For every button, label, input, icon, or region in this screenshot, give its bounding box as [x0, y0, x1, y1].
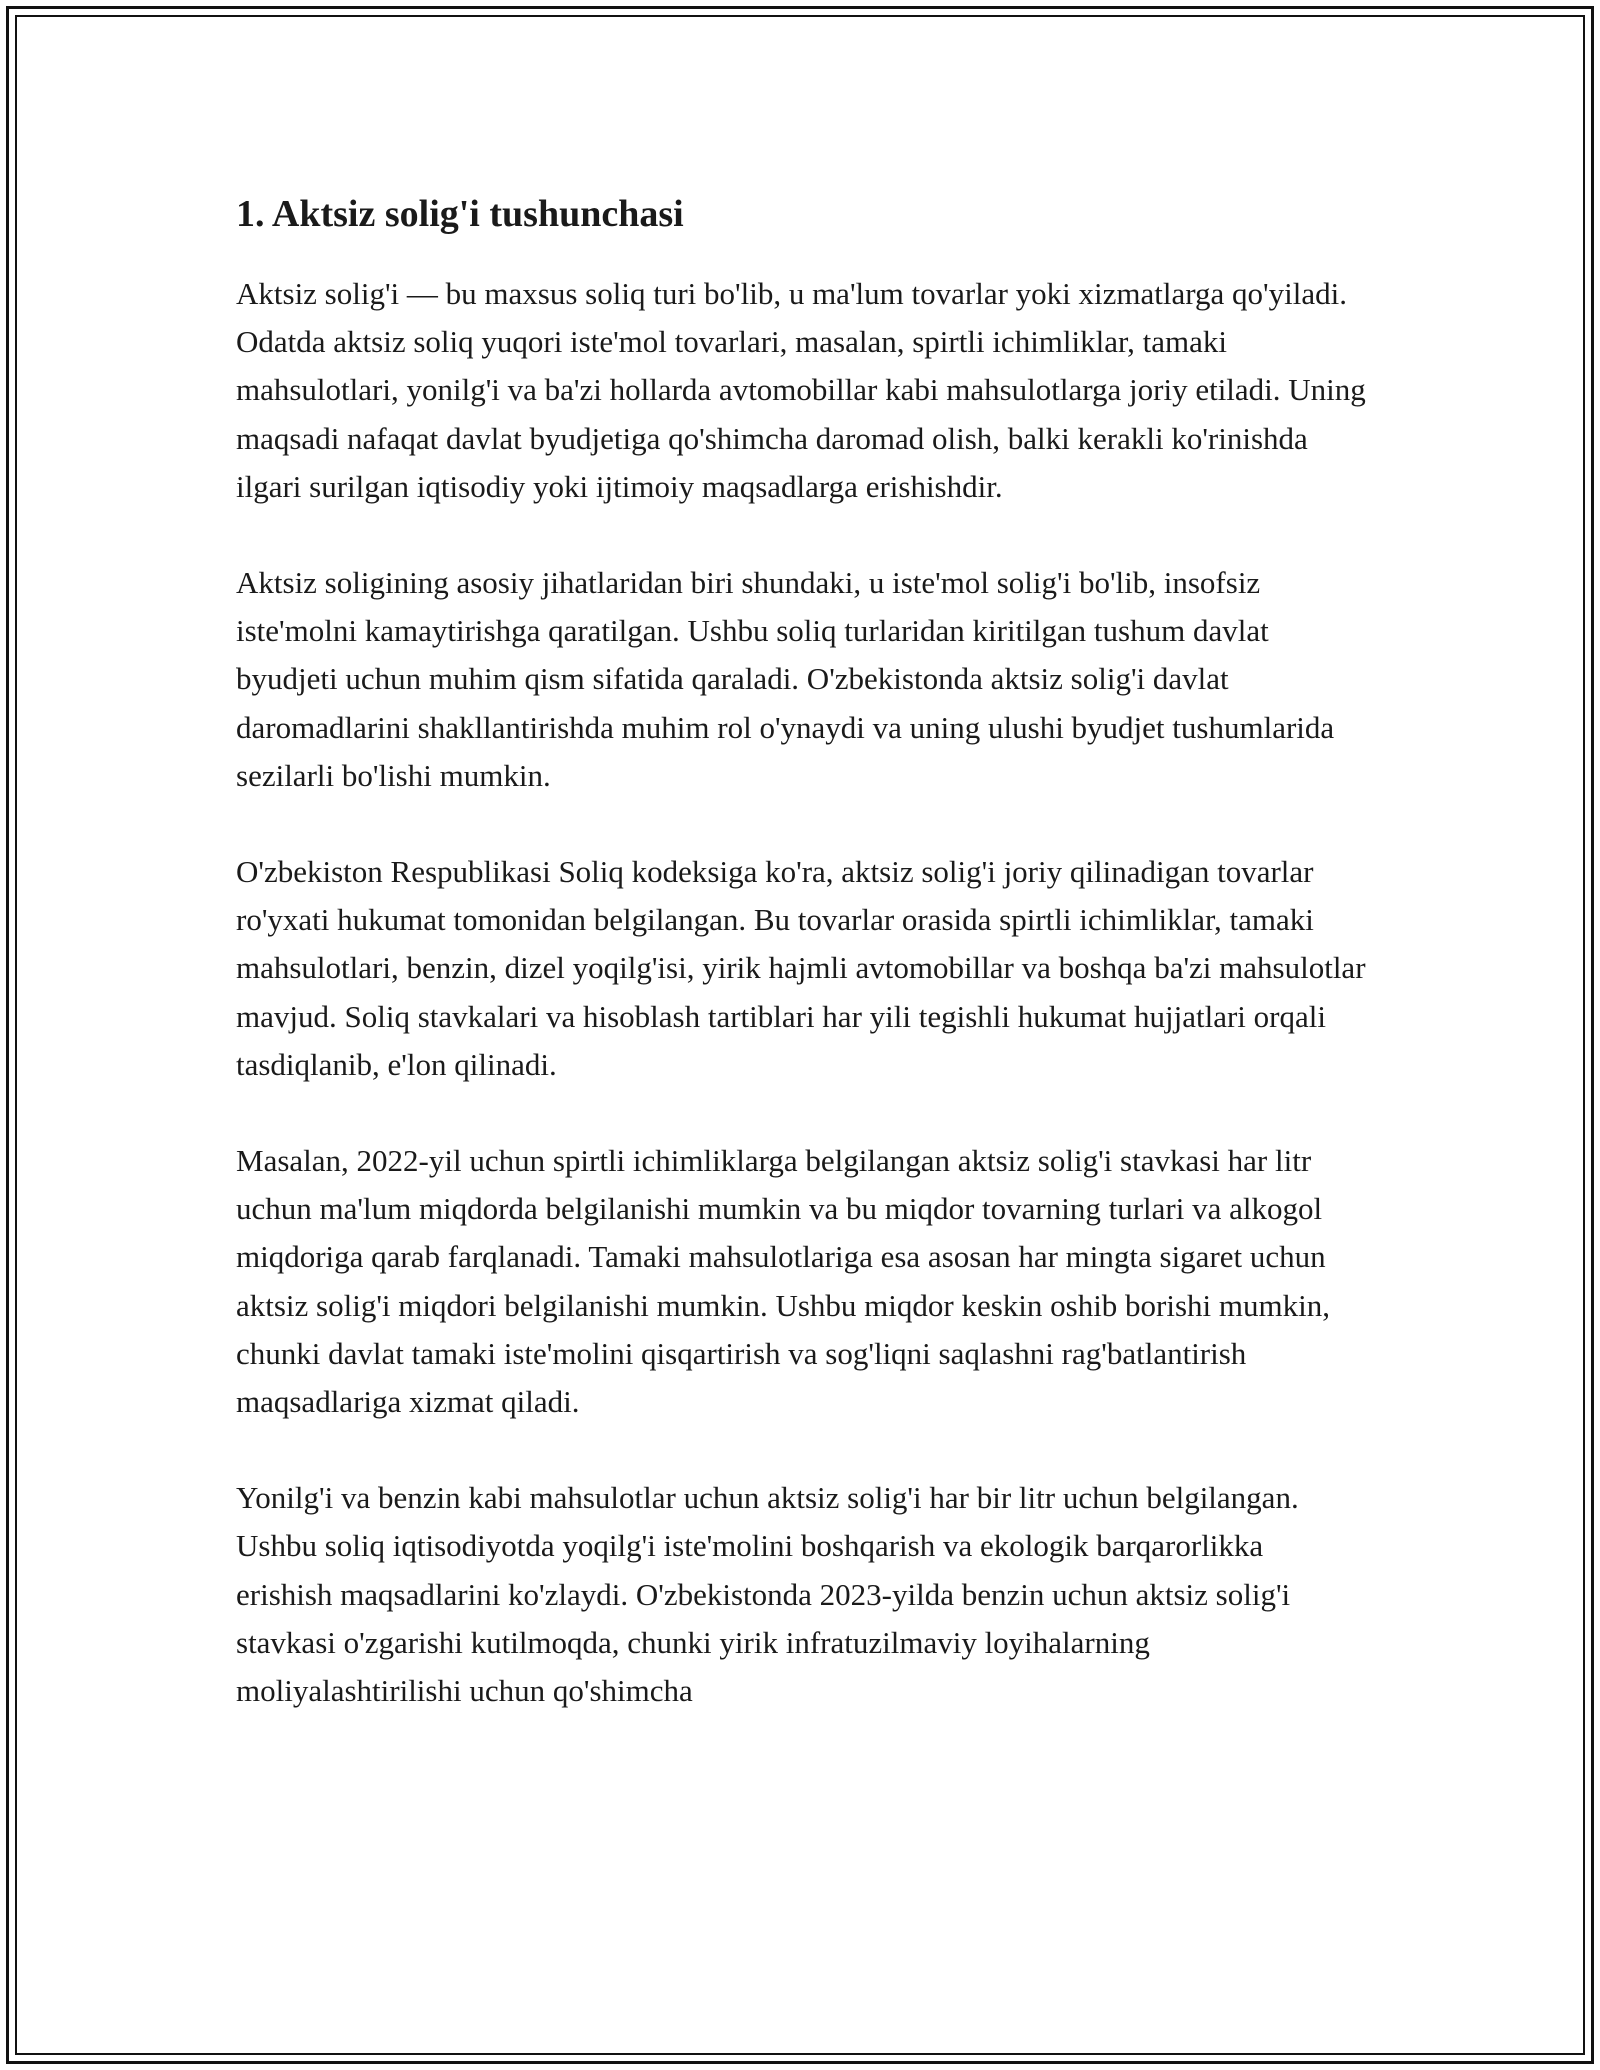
paragraph-3: O'zbekiston Respublikasi Soliq kodeksiga ko'ra, aktsiz solig'i joriy qilinadigan tovarlar ro'yxati hukumat tomonidan belgilangan. Bu tovarlar orasida spirtli ichimliklar, tamaki mahsulotlari, benzin, dizel yoqilg'isi, yirik hajmli avtomobillar va boshqa ba'zi mahsulotlar mavjud. Soliq stavkalari va hisoblash tartiblari har yili tegishli hukumat hujjatlari orqali tasdiqlanib, e'lon qilinadi. [236, 854, 1366, 1082]
paragraph-1: Aktsiz solig'i — bu maxsus soliq turi bo'lib, u ma'lum tovarlar yoki xizmatlarga qo'yiladi. Odatda aktsiz soliq yuqori iste'mol tovarlari, masalan, spirtli ichimliklar, tamaki mahsulotlari, yonilg'i va ba'zi hollarda avtomobillar kabi mahsulotlarga joriy etiladi. Uning maqsadi nafaqat davlat byudjetiga qo'shimcha daromad olish, balki kerakli ko'rinishda ilgari surilgan iqtisodiy yoki ijtimoiy maqsadlarga erishishdir. [236, 276, 1366, 504]
section-title: 1. Aktsiz solig'i tushunchasi [236, 193, 684, 235]
document-body [236, 184, 1366, 1763]
paragraph-5: Yonilg'i va benzin kabi mahsulotlar uchun aktsiz solig'i har bir litr uchun belgilangan. Ushbu soliq iqtisodiyotda yoqilg'i iste'molini boshqarish va ekologik barqarorlikka erishish maqsadlarini ko'zlaydi. O'zbekistonda 2023-yilda benzin uchun aktsiz solig'i stavkasi o'zgarishi kutilmoqda, chunki yirik infratuzilmaviy loyihalarning moliyalashtirilishi uchun qo'shimcha [236, 1480, 1299, 1709]
paragraph-2: Aktsiz soligining asosiy jihatlaridan biri shundaki, u iste'mol solig'i bo'lib, insofsiz iste'molni kamaytirishga qaratilgan. Ushbu soliq turlaridan kiritilgan tushum davlat byudjeti uchun muhim qism sifatida qaraladi. O'zbekistonda aktsiz solig'i davlat daromadlarini shakllantirishda muhim rol o'ynaydi va uning ulushi byudjet tushumlarida sezilarli bo'lishi mumkin. [236, 565, 1335, 793]
paragraph-4: Masalan, 2022-yil uchun spirtli ichimliklarga belgilangan aktsiz solig'i stavkasi har litr uchun ma'lum miqdorda belgilanishi mumkin va bu miqdor tovarning turlari va alkogol miqdoriga qarab farqlanadi. Tamaki mahsulotlariga esa asosan har mingta sigaret uchun aktsiz solig'i miqdori belgilanishi mumkin. Ushbu miqdor keskin oshib borishi mumkin, chunki davlat tamaki iste'molini qisqartirish va sog'liqni saqlashni rag'batlantirish maqsadlariga xizmat qiladi. [236, 1143, 1331, 1420]
